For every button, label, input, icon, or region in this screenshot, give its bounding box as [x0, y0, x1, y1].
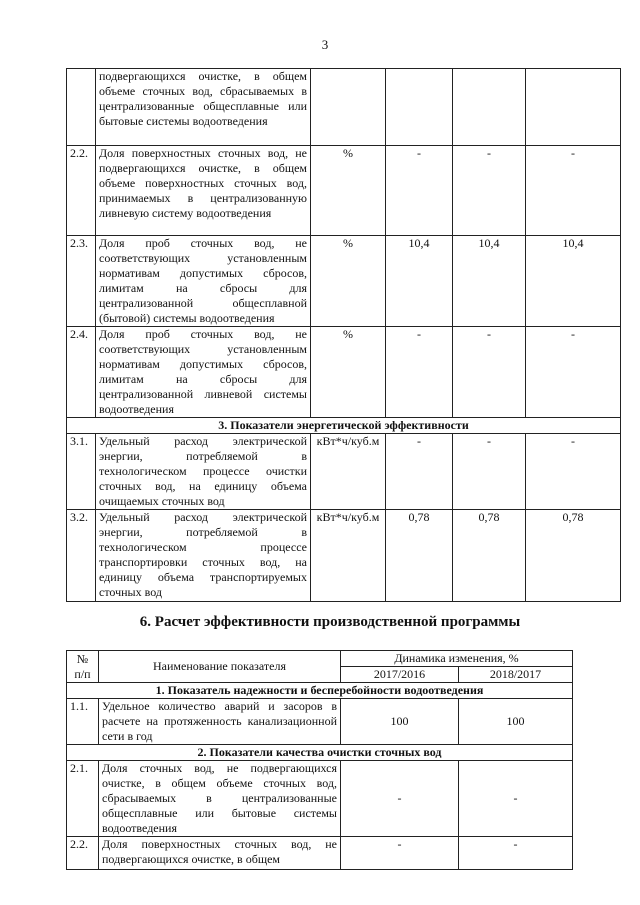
section-header-row — [67, 745, 573, 761]
header-col-2017-2016: 2017/2016 — [341, 667, 459, 683]
row-number: 2.2. — [67, 146, 96, 236]
value-1: 100 — [341, 699, 459, 745]
unit: % — [311, 236, 386, 327]
section-3-title: 3. Показатели энергетической эффективности — [67, 418, 621, 434]
row-number: 2.4. — [67, 327, 96, 418]
value-1: - — [386, 434, 453, 510]
header-number-line1: № — [76, 651, 89, 666]
value-1: - — [386, 146, 453, 236]
row-number: 1.1. — [67, 699, 99, 745]
value-1: - — [386, 327, 453, 418]
indicator-name: Удельное количество аварий и засоров в расчете на протяженность канализационной сети в год — [99, 699, 341, 745]
value-1: - — [341, 761, 459, 837]
indicator-name: Доля поверхностных сточных вод, не подвергающихся очистке, в общем объеме поверхностных сточных вод, принимаемых в централизованную ливневую систему водоотведения — [96, 146, 311, 236]
value-3 — [526, 69, 621, 146]
value-1: 0,78 — [386, 510, 453, 602]
value-2 — [453, 69, 526, 146]
value-1 — [386, 69, 453, 146]
section-2-title: 2. Показатели качества очистки сточных вод — [67, 745, 573, 761]
row-number: 2.2. — [67, 837, 99, 870]
header-name: Наименование показателя — [99, 651, 341, 683]
value-2: - — [453, 146, 526, 236]
value-3: 10,4 — [526, 236, 621, 327]
unit: % — [311, 327, 386, 418]
indicator-name: Доля поверхностных сточных вод, не подвергающихся очистке, в общем — [99, 837, 341, 870]
efficiency-table — [66, 650, 573, 870]
value-2: - — [459, 837, 573, 870]
header-number-line2: п/п — [74, 666, 91, 681]
table-row — [67, 837, 573, 870]
section-1-title: 1. Показатель надежности и бесперебойности водоотведения — [67, 683, 573, 699]
indicator-name: Доля проб сточных вод, не соответствующих установленным нормативам допустимых сбросов, лимитам на сбросы для централизованной ливневой системы водоотведения — [96, 327, 311, 418]
section-header-row — [67, 683, 573, 699]
table-row — [67, 327, 621, 418]
value-3: - — [526, 327, 621, 418]
table-row — [67, 434, 621, 510]
value-2: 10,4 — [453, 236, 526, 327]
indicator-name: Доля проб сточных вод, не соответствующих установленным нормативам допустимых сбросов, лимитам на сбросы для централизованной общесплавной (бытовой) системы водоотведения — [96, 236, 311, 327]
header-col-2018-2017: 2018/2017 — [459, 667, 573, 683]
unit: % — [311, 146, 386, 236]
unit: кВт*ч/куб.м — [311, 434, 386, 510]
value-2: 100 — [459, 699, 573, 745]
unit: кВт*ч/куб.м — [311, 510, 386, 602]
value-1: 10,4 — [386, 236, 453, 327]
indicator-name: Доля сточных вод, не подвергающихся очистке, в общем объеме сточных вод, сбрасываемых в централизованные общесплавные или бытовые системы водоотведения — [99, 761, 341, 837]
value-2: - — [459, 761, 573, 837]
value-3: - — [526, 434, 621, 510]
table-row — [67, 146, 621, 236]
table-row — [67, 510, 621, 602]
row-number: 3.2. — [67, 510, 96, 602]
value-2: - — [453, 434, 526, 510]
table-row — [67, 699, 573, 745]
row-number: 2.3. — [67, 236, 96, 327]
table-row — [67, 69, 621, 146]
row-number: 3.1. — [67, 434, 96, 510]
indicator-name: Удельный расход электрической энергии, потребляемой в технологическом процессе очистки сточных вод, на единицу объема очищаемых сточных вод — [96, 434, 311, 510]
indicator-name: Удельный расход электрической энергии, потребляемой в технологическом процессе транспортировки сточных вод, на единицу объема транспортируемых сточных вод — [96, 510, 311, 602]
value-2: - — [453, 327, 526, 418]
header-dynamics: Динамика изменения, % — [341, 651, 573, 667]
value-3: - — [526, 146, 621, 236]
table-row — [67, 236, 621, 327]
table-row — [67, 761, 573, 837]
indicators-table — [66, 68, 621, 602]
value-3: 0,78 — [526, 510, 621, 602]
section-6-title: 6. Расчет эффективности производственной программы — [139, 614, 521, 630]
value-1: - — [341, 837, 459, 870]
row-number: 2.1. — [67, 761, 99, 837]
unit — [311, 69, 386, 146]
header-row — [67, 651, 573, 667]
page-number: 3 — [321, 37, 329, 52]
value-2: 0,78 — [453, 510, 526, 602]
row-number — [67, 69, 96, 146]
section-header-row — [67, 418, 621, 434]
indicator-name: подвергающихся очистке, в общем объеме сточных вод, сбрасываемых в централизованные общесплавные или бытовые системы водоотведения — [96, 69, 311, 146]
header-number — [67, 651, 99, 683]
